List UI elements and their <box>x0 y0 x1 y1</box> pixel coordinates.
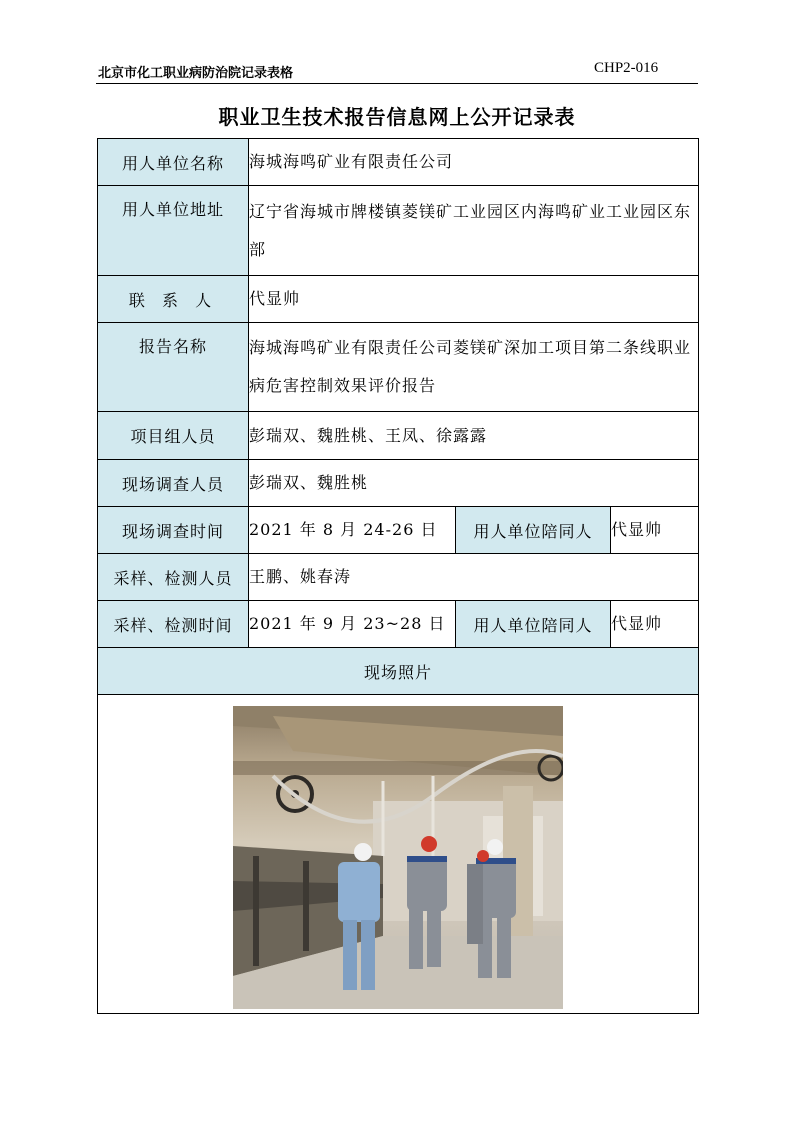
record-table <box>97 138 699 1014</box>
contact-label: 联 系 人 <box>98 276 249 323</box>
employer-address-label: 用人单位地址 <box>98 186 249 276</box>
sampling-companion-label: 用人单位陪同人 <box>456 601 611 648</box>
site-photo <box>233 706 563 1009</box>
site-investigation-time-label: 现场调查时间 <box>98 507 249 554</box>
row-report-name <box>98 323 699 412</box>
site-investigators-value: 彭瑞双、魏胜桃 <box>249 460 699 507</box>
row-sampling-time <box>98 601 699 648</box>
form-organization: 北京市化工职业病防治院记录表格 <box>98 66 294 81</box>
project-team-label: 项目组人员 <box>98 412 249 460</box>
row-photo-header <box>98 648 699 695</box>
report-name-value: 海城海鸣矿业有限责任公司菱镁矿深加工项目第二条线职业病危害控制效果评价报告 <box>249 323 699 412</box>
row-photo <box>98 695 699 1014</box>
site-companion-value: 代显帅 <box>611 507 699 554</box>
site-investigation-time-value: 2021 年 8 月 24-26 日 <box>249 507 456 554</box>
header-divider <box>96 83 698 84</box>
site-companion-label: 用人单位陪同人 <box>456 507 611 554</box>
employer-address-value: 辽宁省海城市牌楼镇菱镁矿工业园区内海鸣矿业工业园区东部 <box>249 186 699 276</box>
row-sampling-staff <box>98 554 699 601</box>
sampling-time-value: 2021 年 9 月 23~28 日 <box>249 601 456 648</box>
sampling-time-label: 采样、检测时间 <box>98 601 249 648</box>
row-site-investigation-time <box>98 507 699 554</box>
photo-cell <box>98 695 699 1014</box>
employer-name-label: 用人单位名称 <box>98 139 249 186</box>
contact-value: 代显帅 <box>249 276 699 323</box>
row-employer-address <box>98 186 699 276</box>
document-title: 职业卫生技术报告信息网上公开记录表 <box>218 105 576 129</box>
project-team-value: 彭瑞双、魏胜桃、王凤、徐露露 <box>249 412 699 460</box>
row-site-investigators <box>98 460 699 507</box>
sampling-staff-value: 王鹏、姚春涛 <box>249 554 699 601</box>
site-investigators-label: 现场调查人员 <box>98 460 249 507</box>
sampling-companion-value: 代显帅 <box>611 601 699 648</box>
form-code: CHP2-016 <box>594 60 659 76</box>
report-name-label: 报告名称 <box>98 323 249 412</box>
site-photo-illustration <box>233 706 563 1009</box>
employer-name-value: 海城海鸣矿业有限责任公司 <box>249 139 699 186</box>
row-project-team <box>98 412 699 460</box>
row-employer-name <box>98 139 699 186</box>
row-contact <box>98 276 699 323</box>
sampling-staff-label: 采样、检测人员 <box>98 554 249 601</box>
photo-section-label: 现场照片 <box>98 648 699 695</box>
